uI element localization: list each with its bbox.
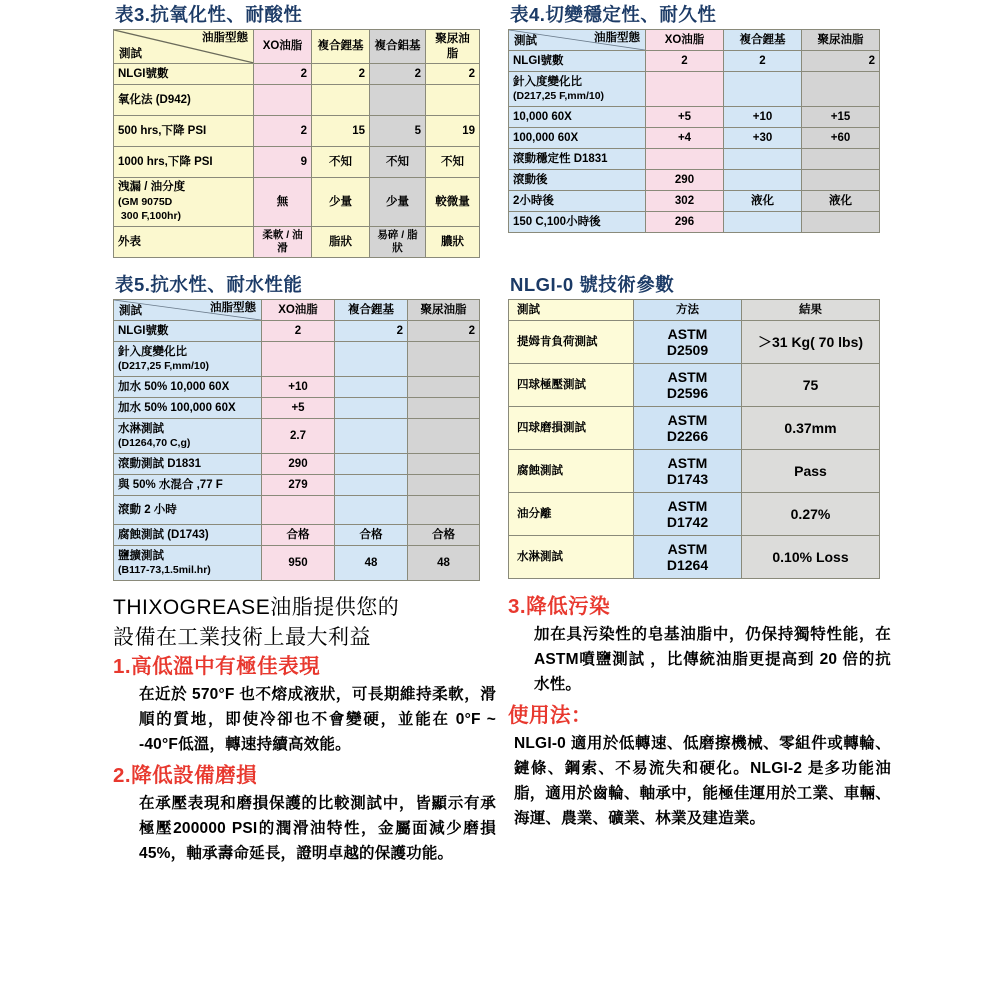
table5-row0-v0: 2: [262, 321, 335, 342]
nlgi0-row1-result: 75: [742, 364, 880, 407]
nlgi0-row3-method: [634, 450, 742, 493]
section1-body: 在近於 570°F 也不熔成液狀，可長期維持柔軟，滑順的質地，即使冷卻也不會變硬，並能在 0°F ~ -40°F低溫，轉速持續高效能。: [139, 685, 496, 753]
table-row: [114, 419, 480, 454]
nlgi0-header-2: 結果: [742, 300, 880, 321]
table5-col-header-0: XO油脂: [262, 300, 335, 321]
table4-row1-label: [509, 72, 646, 107]
table-row: [114, 342, 480, 377]
table5-row8-label: 腐蝕測試 (D1743): [114, 525, 262, 546]
table4-row1-label-main: 針入度變化比: [513, 75, 582, 88]
table5-row4-label-sub: (D1264,70 C,g): [118, 437, 191, 450]
table3-col-header-0: XO油脂: [254, 30, 312, 64]
text-column-left: [113, 593, 496, 866]
table4-row0-label: NLGI號數: [509, 51, 646, 72]
table3-row3-label: 1000 hrs,下降 PSI: [114, 146, 254, 177]
table4-row0-v2: 2: [802, 51, 880, 72]
table4-row6-label: 2小時後: [509, 191, 646, 212]
nlgi0-row2-method-l2: D2266: [666, 428, 709, 445]
table-row: [114, 475, 480, 496]
table3-row1-v1: [312, 84, 370, 115]
table-row: [114, 496, 480, 525]
table5-row7-v1: [335, 496, 408, 525]
table4-row3-v2: +60: [802, 128, 880, 149]
table3-row0-v3: 2: [426, 63, 480, 84]
table3-row3-v1: 不知: [312, 146, 370, 177]
table5-row2-v1: [335, 377, 408, 398]
table5-row4-label: [114, 419, 262, 454]
table4-row7-label: 150 C,100小時後: [509, 212, 646, 233]
table5-row9-v0: 950: [262, 546, 335, 581]
table5-row5-v0: 290: [262, 454, 335, 475]
table4-row7-v0: 296: [646, 212, 724, 233]
table5-row6-v0: 279: [262, 475, 335, 496]
table5-row8-v2: 合格: [408, 525, 480, 546]
table3-row2-v1: 15: [312, 115, 370, 146]
nlgi0-row3-method-l1: ASTM: [667, 455, 708, 472]
table5-row3-v2: [408, 398, 480, 419]
table-row: [509, 536, 880, 579]
table3-row1-v3: [426, 84, 480, 115]
text-column-right: [508, 593, 891, 866]
table5-row6-v1: [335, 475, 408, 496]
table-row: [509, 212, 880, 233]
table5-row2-v2: [408, 377, 480, 398]
table5-row0-v1: 2: [335, 321, 408, 342]
table-row: [114, 146, 480, 177]
table3-corner-cell: [114, 30, 254, 64]
nlgi0-row1-test: 四球極壓測試: [509, 364, 634, 407]
table3-row4-label: [114, 177, 254, 226]
table-row: [509, 149, 880, 170]
table4-row2-v2: +15: [802, 107, 880, 128]
table3-row3-v2: 不知: [370, 146, 426, 177]
table-row: [114, 454, 480, 475]
table4-corner-cell: [509, 30, 646, 51]
table4-row2-label: 10,000 60X: [509, 107, 646, 128]
table5-corner-right: 油脂型態: [210, 302, 256, 315]
table5-row1-label-main: 針入度變化比: [118, 346, 187, 358]
table3-row4-v0: 無: [254, 177, 312, 226]
table5-row3-label: 加水 50% 100,000 60X: [114, 398, 262, 419]
table5: [113, 299, 480, 581]
nlgi0-row3-method-l2: D1743: [666, 471, 709, 488]
table5-header-row: [114, 300, 480, 321]
table5-row9-label-main: 鹽擴測試: [118, 550, 164, 562]
table5-row4-v1: [335, 419, 408, 454]
table4-row1-v1: [724, 72, 802, 107]
nlgi0-row1-method-l2: D2596: [666, 385, 709, 402]
table-row: [509, 407, 880, 450]
table3-row5-v3: 膿狀: [426, 226, 480, 257]
table5-row2-label: 加水 50% 10,000 60X: [114, 377, 262, 398]
nlgi0-row4-method-l2: D1742: [666, 514, 709, 531]
table4-row4-v1: [724, 149, 802, 170]
table4-corner-right: 油脂型態: [594, 32, 640, 45]
table3-row4-v3: 較微量: [426, 177, 480, 226]
table4-col-header-1: 複合鋰基: [724, 30, 802, 51]
table3-row0-v1: 2: [312, 63, 370, 84]
table4-corner-left: 測試: [514, 34, 537, 47]
table3-row5-label: 外表: [114, 226, 254, 257]
nlgi0-row4-method-l1: ASTM: [667, 498, 708, 515]
section2-body: 在承壓表現和磨損保護的比較測試中，皆顯示有承極壓200000 PSI的潤滑油特性，金屬面減少磨損 45%，軸承壽命延長，證明卓越的保護功能。: [139, 794, 496, 862]
table4-row2-v1: +10: [724, 107, 802, 128]
table-row: [509, 51, 880, 72]
section2-heading: 2.降低設備磨損: [113, 763, 258, 787]
table5-block: [113, 258, 496, 581]
tables-top-row: [113, 4, 988, 581]
nlgi0-header-row: [509, 300, 880, 321]
table-row: [114, 226, 480, 257]
table5-row1-label: [114, 342, 262, 377]
table4: [508, 29, 880, 233]
table3-row4-v1: 少量: [312, 177, 370, 226]
nlgi0-header-0: 測試: [509, 300, 634, 321]
table3: [113, 29, 480, 258]
nlgi0-row5-test: 水淋測試: [509, 536, 634, 579]
nlgi0-row2-method-l1: ASTM: [667, 412, 708, 429]
nlgi0-row3-result: Pass: [742, 450, 880, 493]
table3-col-header-1: 複合鋰基: [312, 30, 370, 64]
table4-row5-label: 滾動後: [509, 170, 646, 191]
table5-row4-v0: 2.7: [262, 419, 335, 454]
table-row: [509, 72, 880, 107]
table5-col-header-1: 複合鋰基: [335, 300, 408, 321]
table3-row4-label-main: 洩漏 / 油分度: [118, 181, 186, 194]
table4-block: [508, 4, 891, 258]
table3-row0-v0: 2: [254, 63, 312, 84]
table4-row7-v1: [724, 212, 802, 233]
usage-heading: 使用法：: [508, 704, 592, 728]
table3-corner-left: 測試: [119, 47, 142, 60]
table3-block: [113, 4, 496, 258]
table5-row1-v0: [262, 342, 335, 377]
table5-row7-label: 滾動 2 小時: [114, 496, 262, 525]
table4-row6-v0: 302: [646, 191, 724, 212]
headline-line2: 設備在工業技術上最大利益: [113, 626, 371, 650]
nlgi0-row0-test: 提姆肯負荷測試: [509, 321, 634, 364]
table4-row1-label-sub: (D217,25 F,mm/10): [513, 90, 605, 103]
table4-row6-v2: 液化: [802, 191, 880, 212]
table5-row5-v1: [335, 454, 408, 475]
table5-row9-v2: 48: [408, 546, 480, 581]
table4-row4-v2: [802, 149, 880, 170]
table-row: [114, 115, 480, 146]
nlgi0-row5-method-l1: ASTM: [667, 541, 708, 558]
table-row: [114, 377, 480, 398]
table-row: [114, 525, 480, 546]
table5-row1-v2: [408, 342, 480, 377]
table5-corner-cell: [114, 300, 262, 321]
headline-line1: THIXOGREASE油脂提供您的: [113, 596, 400, 620]
table5-row6-label: 與 50% 水混合 ,77 F: [114, 475, 262, 496]
table5-row7-v0: [262, 496, 335, 525]
table3-title: 表3.抗氧化性、耐酸性: [115, 4, 303, 25]
table3-row2-v0: 2: [254, 115, 312, 146]
section3-body: 加在具污染性的皂基油脂中，仍保持獨特性能，在ASTM噴鹽測試 ，比傳統油脂更提高到 20 倍的抗水性。: [534, 626, 891, 694]
nlgi0-row0-method: [634, 321, 742, 364]
table3-row1-v0: [254, 84, 312, 115]
table4-row1-v2: [802, 72, 880, 107]
table4-header-row: [509, 30, 880, 51]
table4-row3-v0: +4: [646, 128, 724, 149]
table-row: [114, 63, 480, 84]
table3-row1-label: 氧化法 (D942): [114, 84, 254, 115]
table-row: [509, 128, 880, 149]
table3-row4-v2: 少量: [370, 177, 426, 226]
table5-row0-label: NLGI號數: [114, 321, 262, 342]
table-row: [509, 493, 880, 536]
table4-row0-v0: 2: [646, 51, 724, 72]
table5-row3-v0: +5: [262, 398, 335, 419]
table-row: [509, 450, 880, 493]
table3-row0-v2: 2: [370, 63, 426, 84]
table-row: [509, 321, 880, 364]
nlgi0-row3-test: 腐蝕測試: [509, 450, 634, 493]
table5-title: 表5.抗水性、耐水性能: [115, 274, 303, 296]
section3-heading: 3.降低污染: [508, 595, 611, 619]
table3-col-header-3: 聚尿油脂: [426, 30, 480, 64]
nlgi0-row0-method-l1: ASTM: [667, 326, 708, 343]
table4-row3-v1: +30: [724, 128, 802, 149]
table-row: [509, 107, 880, 128]
table4-row7-v2: [802, 212, 880, 233]
table-row: [114, 321, 480, 342]
nlgi0-row2-method: [634, 407, 742, 450]
table5-row3-v1: [335, 398, 408, 419]
nlgi0-row5-method-l2: D1264: [666, 557, 709, 574]
table4-row6-v1: 液化: [724, 191, 802, 212]
section1-heading: 1.高低溫中有極佳表現: [113, 655, 321, 678]
table3-row5-v0: 柔軟 / 油滑: [254, 226, 312, 257]
nlgi0-row0-result: ＞31 Kg( 70 lbs): [742, 321, 880, 364]
nlgi0-block: [508, 258, 891, 581]
table3-row2-v3: 19: [426, 115, 480, 146]
table4-row0-v1: 2: [724, 51, 802, 72]
table5-row1-label-sub: (D217,25 F,mm/10): [118, 360, 210, 373]
table-row: [114, 177, 480, 226]
usage-body: NLGI-0 適用於低轉速、低磨擦機械、零組件或轉輪、鏈條、鋼索、不易流失和硬化。NLGI-2 是多功能油脂，適用於齒輪、軸承中，能極佳運用於工業、車輛、海運、農業、礦業、林業及建造業。: [514, 734, 891, 828]
table5-row0-v2: 2: [408, 321, 480, 342]
table4-col-header-0: XO油脂: [646, 30, 724, 51]
table5-row4-v2: [408, 419, 480, 454]
table3-col-header-2: 複合鋁基: [370, 30, 426, 64]
nlgi0-title: NLGI-0 號技術參數: [510, 274, 675, 296]
nlgi0-header-1: 方法: [634, 300, 742, 321]
nlgi0-row4-test: 油分離: [509, 493, 634, 536]
table3-row4-label-sub: (GM 9075D 300 F,100hr): [118, 195, 182, 223]
table5-corner-left: 測試: [119, 305, 142, 317]
table4-row5-v0: 290: [646, 170, 724, 191]
nlgi0-row1-method-l1: ASTM: [667, 369, 708, 386]
nlgi0-row2-result: 0.37mm: [742, 407, 880, 450]
table5-row2-v0: +10: [262, 377, 335, 398]
table4-col-header-2: 聚尿油脂: [802, 30, 880, 51]
table3-row3-v0: 9: [254, 146, 312, 177]
table4-row5-v2: [802, 170, 880, 191]
nlgi0-row5-method: [634, 536, 742, 579]
nlgi0-row1-method: [634, 364, 742, 407]
table3-row1-v2: [370, 84, 426, 115]
table3-header-row: [114, 30, 480, 64]
text-sections: [113, 593, 988, 866]
table5-row8-v1: 合格: [335, 525, 408, 546]
table5-row9-label-sub: (B117-73,1.5mil.hr): [118, 564, 211, 577]
table4-row2-v0: +5: [646, 107, 724, 128]
table-row: [509, 364, 880, 407]
nlgi0-row4-result: 0.27%: [742, 493, 880, 536]
table5-row5-v2: [408, 454, 480, 475]
nlgi0-row0-method-l2: D2509: [666, 342, 709, 359]
table3-corner-right: 油脂型態: [202, 32, 248, 45]
nlgi0-row2-test: 四球磨損測試: [509, 407, 634, 450]
table5-row6-v2: [408, 475, 480, 496]
table4-row1-v0: [646, 72, 724, 107]
table5-row1-v1: [335, 342, 408, 377]
table3-row5-v2: 易碎 / 脂狀: [370, 226, 426, 257]
nlgi0-table: [508, 299, 880, 579]
table3-row0-label: NLGI號數: [114, 63, 254, 84]
table-row: [114, 398, 480, 419]
table5-row4-label-main: 水淋測試: [118, 423, 164, 435]
table5-col-header-2: 聚尿油脂: [408, 300, 480, 321]
table4-row4-v0: [646, 149, 724, 170]
nlgi0-row5-result: 0.10% Loss: [742, 536, 880, 579]
nlgi0-row4-method: [634, 493, 742, 536]
table3-row3-v3: 不知: [426, 146, 480, 177]
table-row: [509, 191, 880, 212]
table4-row4-label: 滾動穩定性 D1831: [509, 149, 646, 170]
table5-row5-label: 滾動測試 D1831: [114, 454, 262, 475]
table3-row2-label: 500 hrs,下降 PSI: [114, 115, 254, 146]
table4-title: 表4.切變穩定性、耐久性: [510, 4, 717, 25]
table4-row5-v1: [724, 170, 802, 191]
table5-row7-v2: [408, 496, 480, 525]
table5-row9-label: [114, 546, 262, 581]
table3-row5-v1: 脂狀: [312, 226, 370, 257]
table4-row3-label: 100,000 60X: [509, 128, 646, 149]
table5-row9-v1: 48: [335, 546, 408, 581]
table5-row8-v0: 合格: [262, 525, 335, 546]
table-row: [114, 546, 480, 581]
table-row: [509, 170, 880, 191]
table3-row2-v2: 5: [370, 115, 426, 146]
table-row: [114, 84, 480, 115]
